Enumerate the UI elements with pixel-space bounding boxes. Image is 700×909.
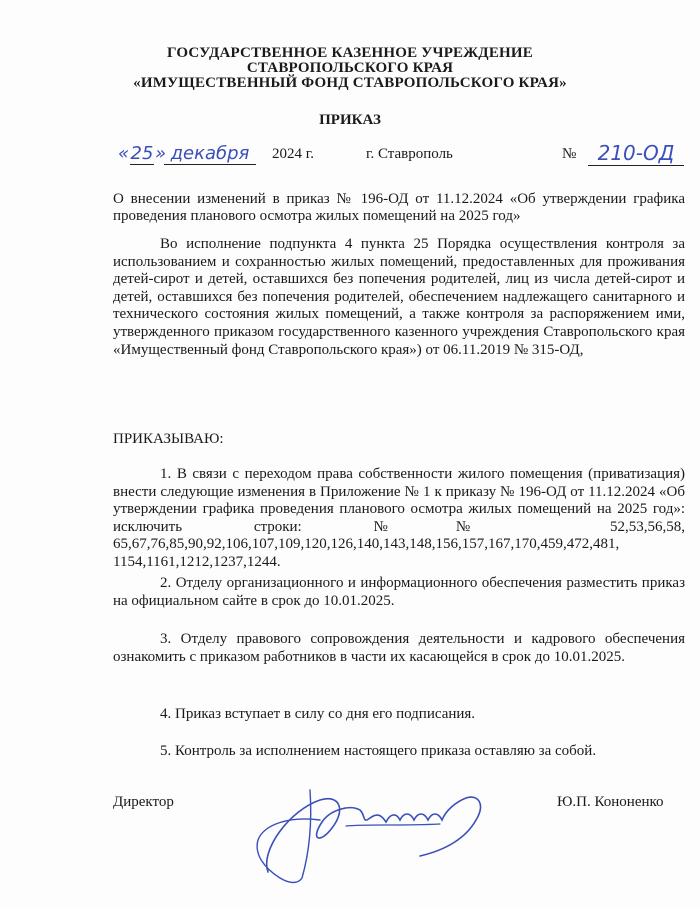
date-close-quote: » <box>155 143 167 164</box>
order-item-5: 5. Контроль за исполнением настоящего приказа оставляю за собой. <box>160 743 597 759</box>
date-number-line <box>0 141 700 170</box>
date-open-quote: « <box>118 143 130 164</box>
order-item-2: 2. Отделу организационного и информационного обеспечения разместить приказ на официальном сайте в срок до 10.01.2025. <box>113 575 685 609</box>
signatory-position: Директор <box>113 794 174 810</box>
date-day-handwritten: 25 <box>130 143 154 164</box>
signatory-name: Ю.П. Кононенко <box>557 794 664 810</box>
document-subject: О внесении изменений в приказ № 196-ОД от 11.12.2024 «Об утверждении графика проведения планового осмотра жилых помещений на 2025 год» <box>113 191 685 224</box>
organization-header <box>100 46 600 91</box>
date-year: 2024 г. <box>272 146 314 162</box>
order-number-handwritten: 210-ОД <box>588 141 684 166</box>
date-month-handwritten: декабря <box>164 143 256 165</box>
handwritten-signature <box>250 780 510 890</box>
org-line-2: СТАВРОПОЛЬСКОГО КРАЯ <box>246 60 454 76</box>
order-word: ПРИКАЗЫВАЮ: <box>113 431 224 447</box>
city-name: г. Ставрополь <box>366 146 453 162</box>
document-type-title: ПРИКАЗ <box>319 112 381 128</box>
org-line-3: «ИМУЩЕСТВЕННЫЙ ФОНД СТАВРОПОЛЬСКОГО КРАЯ» <box>133 75 567 91</box>
order-item-3: 3. Отделу правового сопровождения деятельности и кадрового обеспечения ознакомить с приказом работников в части их касающейся в срок до 10.01.2025. <box>113 631 685 665</box>
order-item-4: 4. Приказ вступает в силу со дня его подписания. <box>160 706 476 722</box>
number-sign: № <box>562 146 577 162</box>
order-item-1: 1. В связи с переходом права собственности жилого помещения (приватизация) внести следующие изменения в Приложение № 1 к приказу № 196-ОД от 11.12.2024 «Об утверждении графика проведения планового осмотра жилых помещений на 2025 год»: исключить строки: №№ 52,53,56,58, 65,67,76,85,90,92,106,107,109,120,126,140,143,148,156,157,167,170,459,472,481, 1154,1161,1212,1237,1244. <box>113 466 685 570</box>
preamble-paragraph: Во исполнение подпункта 4 пункта 25 Порядка осуществления контроля за использованием и сохранностью жилых помещений, предоставленных для проживания детей-сирот и детей, оставшихся без попечения родителей, лиц из числа детей-сирот и детей, оставшихся без попечения родителей, обеспечением надлежащего санитарного и технического состояния жилых помещений, а также контроля за распоряжением ими, утвержденного приказом государственного казенного учреждения Ставропольского края «Имущественный фонд Ставропольского края») от 06.11.2019 № 315-ОД, <box>113 236 685 358</box>
org-line-1: ГОСУДАРСТВЕННОЕ КАЗЕННОЕ УЧРЕЖДЕНИЕ <box>167 45 533 61</box>
